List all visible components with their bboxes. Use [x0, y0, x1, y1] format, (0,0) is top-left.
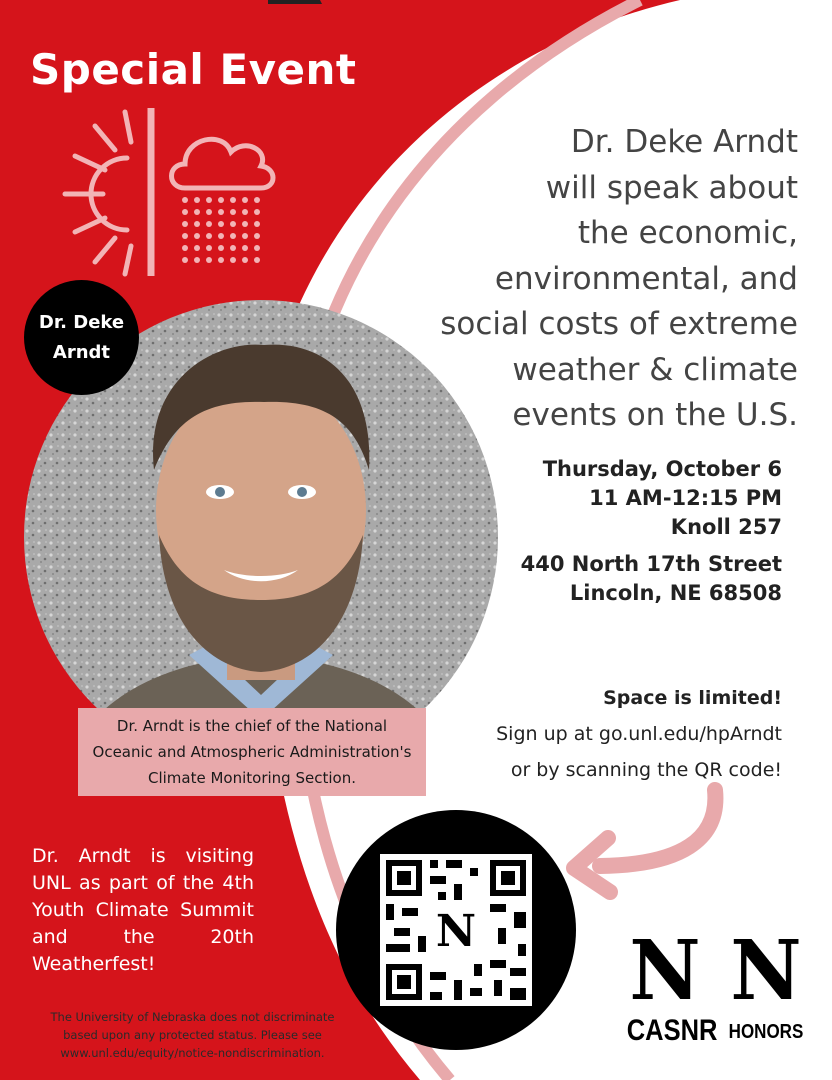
event-street: 440 North 17th Street	[520, 552, 782, 576]
event-city: Lincoln, NE 68508	[569, 581, 782, 605]
signup-qr-note: or by scanning the QR code!	[510, 759, 782, 781]
disclaimer-line-2: based upon any protected status. Please see	[63, 1028, 322, 1042]
description-line: Dr. Deke Arndt	[570, 124, 798, 160]
description-line: will speak about	[545, 169, 798, 206]
description-line: environmental, and	[494, 260, 798, 297]
event-date: Thursday, October 6	[542, 457, 782, 481]
description-line: social costs of extreme	[440, 306, 798, 342]
sun-icon	[65, 112, 131, 274]
badge-line-1: Dr. Deke	[38, 311, 125, 333]
page-title: Special Event	[30, 45, 357, 94]
weather-icon-group	[55, 108, 285, 278]
casnr-label: CASNR	[626, 1014, 718, 1047]
event-room: Knoll 257	[670, 515, 782, 539]
description-line: the economic,	[577, 215, 798, 251]
disclaimer-line-3: www.unl.edu/equity/notice-nondiscrimination.	[60, 1046, 325, 1060]
disclaimer-line-1: The University of Nebraska does not discriminate	[50, 1010, 335, 1024]
signup-info	[422, 680, 782, 788]
bio-line-2: Oceanic and Atmospheric Administration's	[92, 743, 412, 761]
bio-line-1: Dr. Arndt is the chief of the National	[116, 717, 388, 735]
description-line: weather & climate	[512, 351, 798, 388]
qr-center-letter: N	[435, 906, 477, 957]
event-time: 11 AM-12:15 PM	[589, 486, 782, 510]
speaker-bio-caption	[78, 708, 426, 796]
talk-description	[378, 120, 798, 439]
speaker-name-badge	[24, 280, 139, 395]
rain-cloud-icon	[172, 139, 274, 263]
qr-code-icon[interactable]	[336, 810, 576, 1050]
casnr-n-mark: N	[629, 923, 701, 1019]
casnr-logo	[620, 923, 718, 1050]
event-details	[452, 455, 782, 608]
nondiscrimination-notice	[20, 1008, 365, 1062]
top-edge-mark	[268, 0, 322, 4]
honors-n-mark: N	[730, 923, 802, 1019]
honors-logo	[718, 923, 814, 1052]
curved-arrow-icon	[560, 780, 740, 900]
visit-note: Dr. Arndt is visiting UNL as part of the 4th Youth Climate Summit and the 20th Weatherfest!	[32, 845, 254, 975]
badge-line-2: Arndt	[52, 341, 111, 363]
bio-line-3: Climate Monitoring Section.	[148, 769, 356, 787]
signup-headline: Space is limited!	[603, 687, 782, 709]
description-line: events on the U.S.	[512, 397, 798, 433]
signup-link[interactable]: Sign up at go.unl.edu/hpArndt	[496, 723, 782, 745]
honors-label: HONORS	[728, 1021, 804, 1043]
